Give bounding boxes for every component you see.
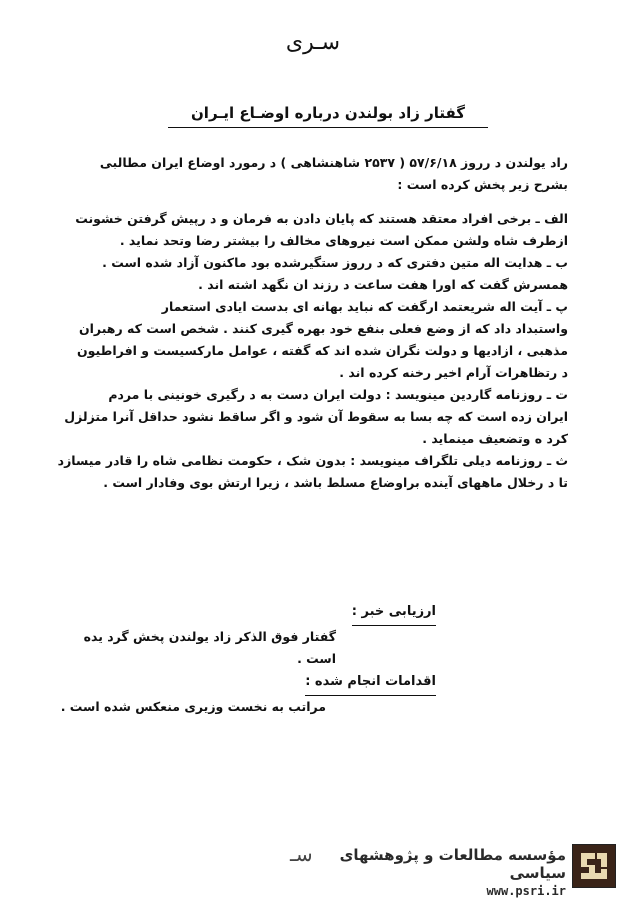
body-line: الف ـ برخی افراد معتقد هستند که پایان دادن به فرمان و د رپیش گرفتن خشونت <box>75 211 568 226</box>
body-line: ب ـ هدایت اله متین دفتری که د رروز ستگیرشده بود ماکنون آزاد شده است . <box>102 255 568 270</box>
body-line: همسرش گفت که اورا هفت ساعت د رزند ان نگهد اشته اند . <box>198 277 568 292</box>
news-assessment-text: گفتار فوق الذکر زاد یولندن پخش گرد یده است . <box>83 629 336 666</box>
body-line: تا د رخلال ماههای آینده براوضاع مسلط باشد ، زیرا ارتش بوی وفادار است . <box>103 475 568 490</box>
body-line: راد یولندن د رروز ۵۷/۶/۱۸ ( ۲۵۳۷ شاهنشاهی ) د رمورد اوضاع ایران مطالبی <box>99 155 568 170</box>
body-line: بشرح زیر پخش کرده است : <box>397 177 568 192</box>
body-line: مذهبی ، ازادیها و دولت نگران شده اند که گفته ، عوامل ماركسیست و افراطیون <box>77 343 568 358</box>
body-line: ازطرف شاه ولشن ممکن است نیروهای مخالف را بیشتر رضا وتحد نماید . <box>119 233 568 248</box>
watermark <box>292 846 566 898</box>
classification-mark: سـری <box>285 30 341 55</box>
document-title: گفتار زاد بولندن درباره اوضـاع ایـران <box>168 104 488 128</box>
actions-taken-label: اقدامات انجام شده : <box>305 671 436 696</box>
body-line: ایران زده است که چه بسا به سقوط آن شود و اگر ساقط نشود حداقل آنرا متزلزل <box>64 409 568 424</box>
institute-logo-icon <box>572 844 616 888</box>
review-section <box>56 600 436 718</box>
bottom-classification-mark: سـ <box>290 842 313 866</box>
watermark-url: www.psri.ir <box>486 884 566 898</box>
document-body <box>58 152 568 494</box>
logo-glyph-icon <box>573 845 615 887</box>
watermark-text: مؤسسه مطالعات و پژوهشهای سیاسی <box>339 846 566 882</box>
body-line: پ ـ آیت اله شریعتمد ارگفت که نباید بهانه ای بدست ایادی استعمار <box>161 299 568 314</box>
paragraph-gap <box>58 196 568 208</box>
body-line: واستبداد داد که از وضع فعلی بنفع خود بهره گیری کنند . شخص است که رهبران <box>78 321 568 336</box>
body-line: د رتظاهرات آرام اخیر رخنه کرده اند . <box>339 365 568 380</box>
body-line: ث ـ روزنامه دیلی تلگراف مینویسد : بدون شک ، حکومت نظامی شاه را قادر میسازد <box>58 453 568 468</box>
news-assessment-label: ارزیابی خبر : <box>352 601 436 626</box>
body-line: کرد ه وتضعیف مینماید . <box>422 431 568 446</box>
actions-taken-text: مراتب به نخست وزیری منعکس شده است . <box>60 699 326 714</box>
body-line: ت ـ روزنامه گاردین مینویسد : دولت ایران دست به د رگیری خونینی با مردم <box>108 387 568 402</box>
